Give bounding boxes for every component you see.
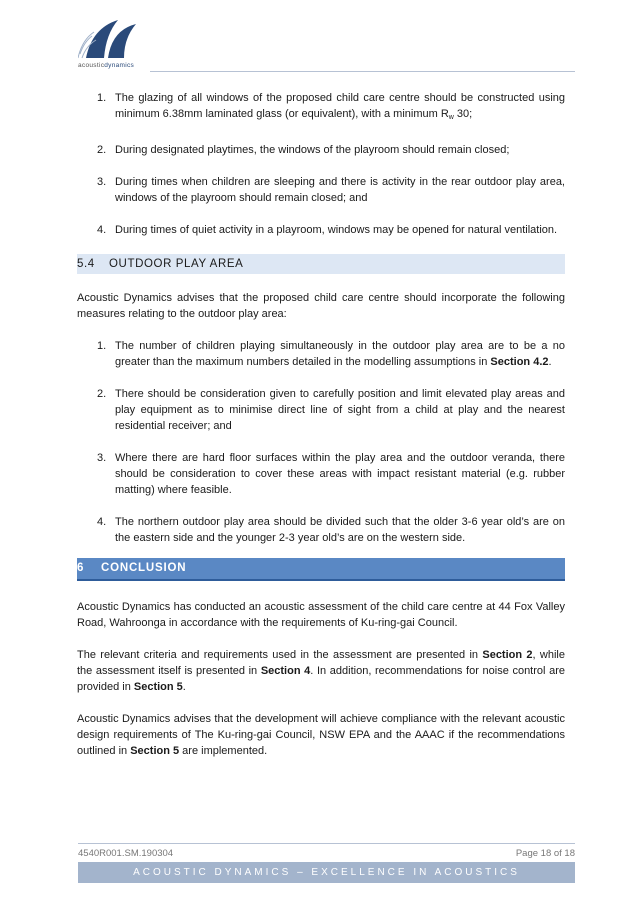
page-number: Page 18 of 18 (515, 848, 575, 859)
section-heading-5-4: 5.4 OUTDOOR PLAY AREA (77, 254, 565, 274)
outdoor-play-list (77, 338, 565, 546)
logo-wordmark: acousticdynamics (78, 62, 135, 69)
section-heading-6: 6 CONCLUSION (77, 558, 565, 581)
document-reference: 4540R001.SM.190304 (78, 848, 174, 859)
conclusion-paragraph-1: Acoustic Dynamics has conducted an acoustic assessment of the child care centre at 44 Fox Valley Road, Wahroonga in accordance with the requirements of Ku-ring-gai Council. (77, 601, 565, 629)
list-item: 3. Where there are hard floor surfaces within the play area and the outdoor veranda, there should be consideration to cover these areas with impact resistant material (e.g. rubber matting) where feasible. (97, 452, 565, 496)
list-item: 1. The glazing of all windows of the proposed child care centre should be constructed using minimum 6.38mm laminated glass (or equivalent), with a minimum Rw 30; (97, 92, 565, 121)
list-item: 4. During times of quiet activity in a playroom, windows may be opened for natural ventilation. (97, 224, 558, 236)
company-logo (78, 14, 148, 70)
list-item: 3. During times when children are sleeping and there is activity in the rear outdoor play area, windows of the playroom should remain closed; and (97, 176, 565, 204)
logo-mark-icon (78, 14, 148, 60)
list-item: 2. During designated playtimes, the windows of the playroom should remain closed; (97, 144, 510, 156)
page-content (77, 90, 565, 775)
conclusion-paragraph-2: The relevant criteria and requirements used in the assessment are presented in Section 2, while the assessment itself is presented in Section 4. In addition, recommendations for noise control are provided in Section 5. (77, 649, 565, 693)
list-item: 1. The number of children playing simultaneously in the outdoor play area are to be a no greater than the maximum numbers detailed in the modelling assumptions in Section 4.2. (97, 340, 565, 368)
section-5-4-intro: Acoustic Dynamics advises that the proposed child care centre should incorporate the following measures relating to the outdoor play area: (77, 292, 565, 320)
glazing-recommendations-list (77, 90, 565, 238)
list-item: 2. There should be consideration given to carefully position and limit elevated play areas and play equipment as to minimise direct line of sight from a child at play and the nearest residential receiver; and (97, 388, 565, 432)
conclusion-paragraph-3: Acoustic Dynamics advises that the development will achieve compliance with the relevant acoustic design requirements of The Ku-ring-gai Council, NSW EPA and the AAAC if the recommendations outlined in Section 5 are implemented. (77, 713, 565, 757)
footer-rule (78, 843, 575, 844)
list-item: 4. The northern outdoor play area should be divided such that the older 3-6 year old’s are on the eastern side and the younger 2-3 year old’s are on the western side. (97, 516, 565, 544)
header-rule (150, 71, 575, 72)
footer-tagline-band: ACOUSTIC DYNAMICS – EXCELLENCE IN ACOUSTICS (78, 862, 575, 883)
